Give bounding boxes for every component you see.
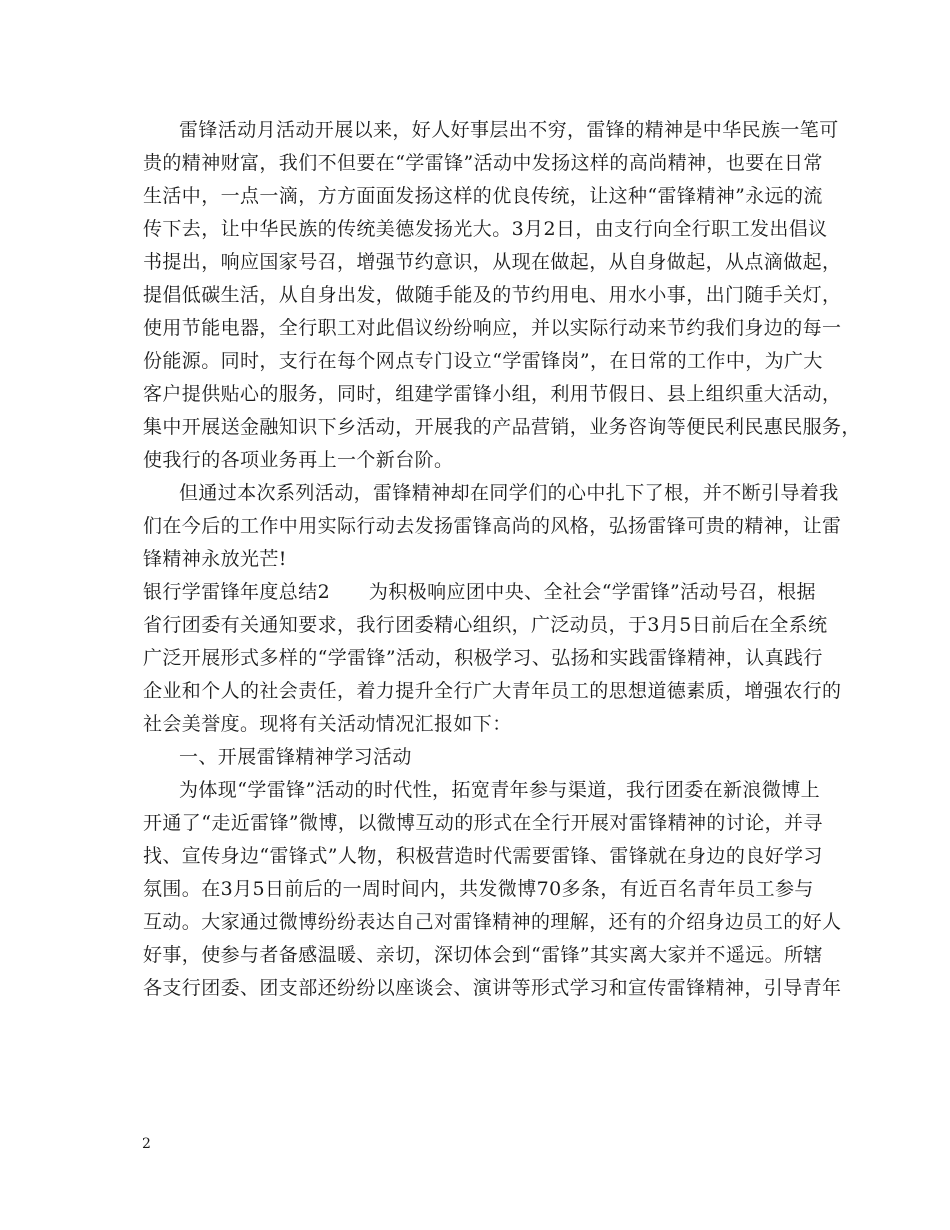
text-line: 省行团委有关通知要求，我行团委精心组织，广泛动员，于3月5日前后在全系统: [143, 614, 828, 636]
text-line: 使我行的各项业务再上一个新台阶。: [143, 449, 454, 471]
text-line: 锋精神永放光芒!: [143, 548, 287, 570]
text-line: 们在今后的工作中用实际行动去发扬雷锋高尚的风格，弘扬雷锋可贵的精神，让雷: [143, 515, 842, 537]
text-line: 银行学雷锋年度总结2 为积极响应团中央、全社会“学雷锋”活动号召，根据: [143, 581, 816, 603]
text-line: 互动。大家通过微博纷纷表达自己对雷锋精神的理解，还有的介绍身边员工的好人: [143, 911, 842, 933]
text-line: 客户提供贴心的服务，同时，组建学雷锋小组，利用节假日、县上组织重大活动，: [143, 383, 842, 405]
text-line: 广泛开展形式多样的“学雷锋”活动，积极学习、弘扬和实践雷锋精神，认真践行: [143, 647, 823, 669]
text-line: 书提出，响应国家号召，增强节约意识，从现在做起，从自身做起，从点滴做起，: [143, 251, 842, 273]
document-body: [143, 114, 861, 1005]
text-line: 贵的精神财富，我们不但要在“学雷锋”活动中发扬这样的高尚精神，也要在日常: [143, 152, 823, 174]
text-line: 生活中，一点一滴，方方面面发扬这样的优良传统，让这种“雷锋精神”永远的流: [143, 185, 823, 207]
text-line: 好事，使参与者备感温暖、亲切，深切体会到“雷锋”其实离大家并不遥远。所辖: [143, 944, 823, 966]
text-line: 社会美誉度。现将有关活动情况汇报如下：: [143, 713, 512, 735]
page-number: 2: [142, 1136, 151, 1152]
text-line: 各支行团委、团支部还纷纷以座谈会、演讲等形式学习和宣传雷锋精神，引导青年: [143, 977, 842, 999]
text-line: 份能源。同时，支行在每个网点专门设立“学雷锋岗”，在日常的工作中，为广大: [143, 350, 823, 372]
text-line: 使用节能电器，全行职工对此倡议纷纷响应，并以实际行动来节约我们身边的每一: [143, 317, 842, 339]
section-heading: 一、开展雷锋精神学习活动: [179, 746, 412, 768]
text-line: 集中开展送金融知识下乡活动，开展我的产品营销，业务咨询等便民利民惠民服务，: [143, 416, 861, 438]
text-line: 企业和个人的社会责任，着力提升全行广大青年员工的思想道德素质，增强农行的: [143, 680, 842, 702]
text-line: 但通过本次系列活动，雷锋精神却在同学们的心中扎下了根，并不断引导着我: [179, 482, 839, 504]
text-line: 开通了“走近雷锋”微博，以微博互动的形式在全行开展对雷锋精神的讨论，并寻: [143, 812, 823, 834]
text-line: 氛围。在3月5日前后的一周时间内，共发微博70多条，有近百名青年员工参与: [143, 878, 814, 900]
text-line: 雷锋活动月活动开展以来，好人好事层出不穷，雷锋的精神是中华民族一笔可: [179, 119, 839, 141]
text-line: 为体现“学雷锋”活动的时代性，拓宽青年参与渠道，我行团委在新浪微博上: [179, 779, 821, 801]
text-line: 传下去，让中华民族的传统美德发扬光大。3月2日，由支行向全行职工发出倡议: [143, 218, 828, 240]
text-line: 提倡低碳生活，从自身出发，做随手能及的节约用电、用水小事，出门随手关灯，: [143, 284, 842, 306]
text-line: 找、宣传身边“雷锋式”人物，积极营造时代需要雷锋、雷锋就在身边的良好学习: [143, 845, 823, 867]
